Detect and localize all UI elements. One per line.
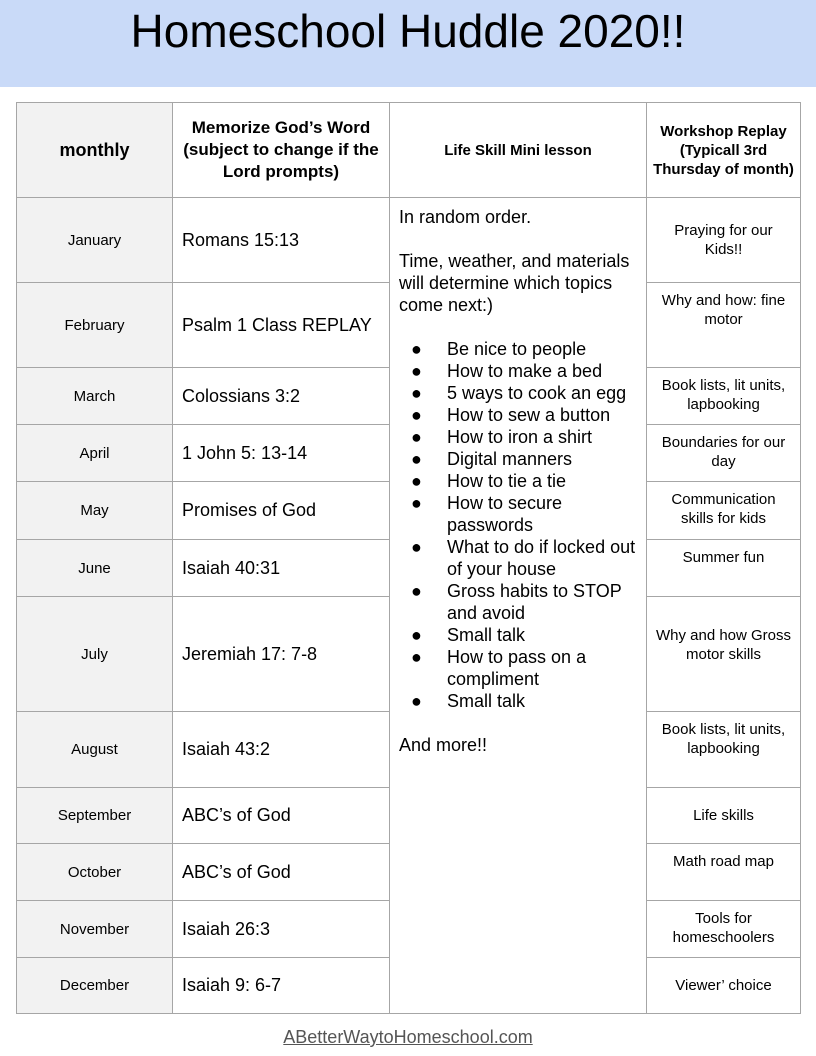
month-cell: March [17,368,173,425]
list-item-text: How to make a bed [447,361,603,381]
workshop-cell: Praying for our Kids!! [647,198,801,283]
verse-cell: ABC’s of God [173,788,390,844]
workshop-cell: Viewer’ choice [647,958,801,1014]
workshop-cell: Boundaries for our day [647,425,801,482]
list-item [399,624,638,646]
verse-cell: Colossians 3:2 [173,368,390,425]
list-item-text: How to sew a button [447,405,611,425]
verse-cell: ABC’s of God [173,844,390,901]
bullet-icon: ● [411,405,422,425]
bullet-icon: ● [411,339,422,359]
workshop-cell: Communication skills for kids [647,482,801,540]
bullet-icon: ● [411,493,422,513]
header-monthly: monthly [17,103,173,198]
list-item [399,426,638,448]
workshop-cell: Book lists, lit units, lapbooking [647,712,801,788]
life-skill-note: Time, weather, and materials will determine which topics come next:) [399,251,630,315]
bullet-icon: ● [411,383,422,403]
life-skill-list [399,338,638,712]
schedule-table [16,102,801,1014]
bullet-icon: ● [411,427,422,447]
workshop-cell: Summer fun [647,540,801,597]
bullet-icon: ● [411,647,422,667]
verse-cell: Isaiah 26:3 [173,901,390,958]
workshop-cell: Why and how: fine motor [647,283,801,368]
month-cell: February [17,283,173,368]
workshop-cell: Why and how Gross motor skills [647,597,801,712]
header-memorize: Memorize God’s Word (subject to change if the Lord prompts) [173,103,390,198]
list-item-text: Be nice to people [447,339,587,359]
list-item-text: How to secure passwords [447,493,563,535]
list-item-text: Gross habits to STOP and avoid [447,581,622,623]
list-item [399,536,638,580]
list-item-text: 5 ways to cook an egg [447,383,627,403]
life-skill-cell [390,198,647,1014]
workshop-cell: Book lists, lit units, lapbooking [647,368,801,425]
month-cell: October [17,844,173,901]
bullet-icon: ● [411,625,422,645]
month-cell: May [17,482,173,540]
verse-cell: Isaiah 40:31 [173,540,390,597]
workshop-cell: Math road map [647,844,801,901]
month-cell: June [17,540,173,597]
verse-cell: 1 John 5: 13-14 [173,425,390,482]
list-item [399,382,638,404]
list-item [399,360,638,382]
verse-cell: Psalm 1 Class REPLAY [173,283,390,368]
list-item-text: How to pass on a compliment [447,647,587,689]
life-skill-outro: And more!! [399,735,488,755]
life-skill-intro: In random order. [399,207,532,227]
page-title: Homeschool Huddle 2020!! [130,5,686,57]
verse-cell: Isaiah 43:2 [173,712,390,788]
list-item-text: How to iron a shirt [447,427,593,447]
title-banner [0,0,816,87]
list-item [399,690,638,712]
list-item [399,338,638,360]
list-item-text: Small talk [447,625,526,645]
bullet-icon: ● [411,691,422,711]
month-cell: September [17,788,173,844]
verse-cell: Jeremiah 17: 7-8 [173,597,390,712]
verse-cell: Promises of God [173,482,390,540]
list-item-text: What to do if locked out of your house [447,537,636,579]
month-cell: November [17,901,173,958]
workshop-cell: Life skills [647,788,801,844]
bullet-icon: ● [411,537,422,557]
table-row [17,198,801,283]
list-item [399,580,638,624]
list-item-text: Small talk [447,691,526,711]
bullet-icon: ● [411,581,422,601]
header-workshop: Workshop Replay (Typicall 3rd Thursday of month) [647,103,801,198]
list-item [399,492,638,536]
footer-link[interactable]: ABetterWaytoHomeschool.com [283,1027,533,1047]
workshop-cell: Tools for homeschoolers [647,901,801,958]
header-row [17,103,801,198]
bullet-icon: ● [411,449,422,469]
month-cell: January [17,198,173,283]
list-item [399,448,638,470]
list-item [399,646,638,690]
bullet-icon: ● [411,361,422,381]
header-life-skill: Life Skill Mini lesson [390,103,647,198]
list-item-text: How to tie a tie [447,471,567,491]
bullet-icon: ● [411,471,422,491]
month-cell: July [17,597,173,712]
verse-cell: Isaiah 9: 6-7 [173,958,390,1014]
list-item-text: Digital manners [447,449,573,469]
verse-cell: Romans 15:13 [173,198,390,283]
list-item [399,404,638,426]
month-cell: April [17,425,173,482]
month-cell: August [17,712,173,788]
month-cell: December [17,958,173,1014]
list-item [399,470,638,492]
